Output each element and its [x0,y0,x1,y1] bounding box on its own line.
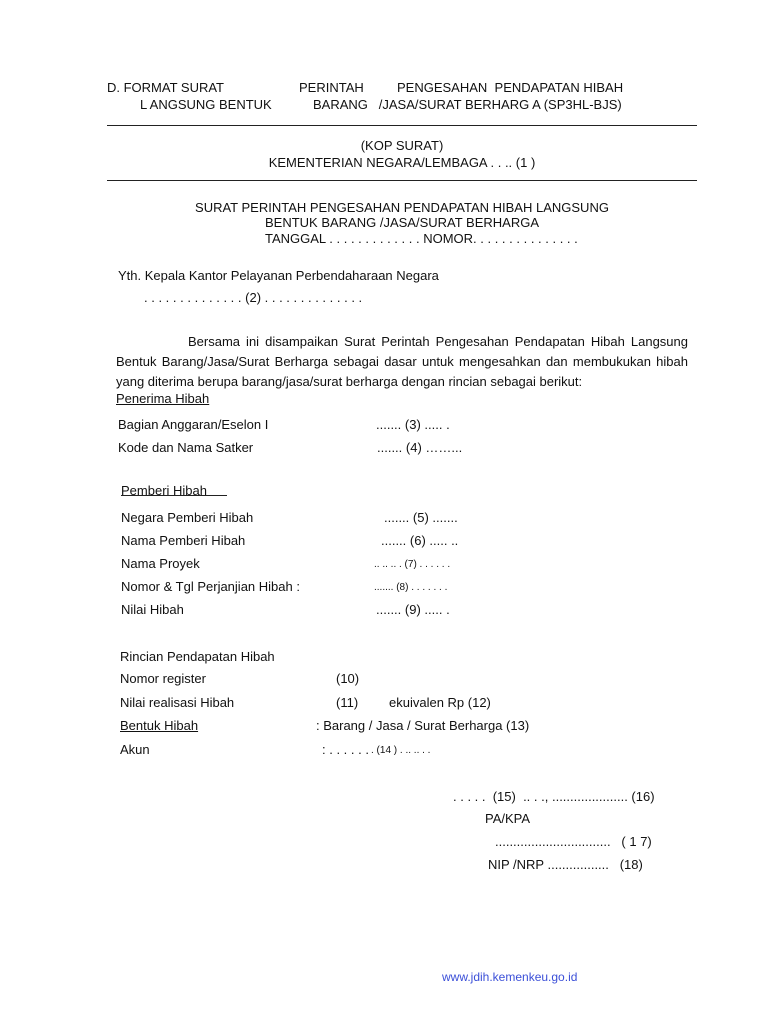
pemberi-value-perjanjian: ....... (8) . . . . . . . [374,582,448,593]
pemberi-label-nama: Nama Pemberi Hibah [121,533,246,548]
rincian-value-ekuivalen: ekuivalen Rp (12) [389,695,491,710]
pemberi-label-proyek: Nama Proyek [121,556,200,571]
rincian-value-akun-a: : . . . . . . [322,742,369,757]
rincian-label-akun: Akun [120,742,150,757]
doc-title-line2: BENTUK BARANG /JASA/SURAT BERHARGA [264,215,540,230]
pemberi-value-negara: ....... (5) ....... [384,510,458,525]
header-line2-a: L ANGSUNG BENTUK [140,97,272,112]
footer-url-link[interactable]: www.jdih.kemenkeu.go.id [442,970,578,984]
rincian-heading: Rincian Pendapatan Hibah [120,649,275,664]
rincian-label-bentuk: Bentuk Hibah [120,718,199,733]
rincian-label-nomor: Nomor register [120,671,206,686]
pemberi-label-negara: Negara Pemberi Hibah [121,510,254,525]
header-line1-a: D. FORMAT SURAT [107,80,224,95]
addressee-line2: . . . . . . . . . . . . . . (2) . . . . . . . . . . . . . . [144,290,363,305]
pemberi-value-nama: ....... (6) ..... .. [381,533,459,548]
rincian-value-akun-b: . (14 ) . .. .. . . [371,745,431,756]
body-paragraph-text: Bersama ini disampaikan Surat Perintah Pengesahan Pendapatan Hibah Langsung Bentuk Barang/Jasa/Surat Berharga sebagai dasar untuk mengesahkan dan membukukan hibah yang diterima berupa barang/jasa/surat berharga dengan rincian sebagai berikut: [116,334,688,389]
signature-name: ................................ ( 1 7) [495,834,652,849]
addressee-line1: Yth. Kepala Kantor Pelayanan Perbendaharaan Negara [118,268,439,283]
penerima-label-bagian-anggaran: Bagian Anggaran/Eselon I [118,417,269,432]
pemberi-value-proyek: .. .. .. . (7) . . . . . . [374,559,451,570]
penerima-heading: Penerima Hibah [116,391,210,406]
penerima-value-kode-satker: ....... (4) ……... [377,440,463,455]
signature-role: PA/KPA [485,811,531,826]
kop-divider [107,180,697,181]
kop-title: (KOP SURAT) [360,138,444,153]
pemberi-heading: Pemberi Hibah [121,483,207,498]
pemberi-label-nilai: Nilai Hibah [121,602,184,617]
rincian-label-nilai: Nilai realisasi Hibah [120,695,235,710]
signature-nip: NIP /NRP ................. (18) [488,857,643,872]
kop-ministry: KEMENTERIAN NEGARA/LEMBAGA . . .. (1 ) [268,155,536,170]
pemberi-label-perjanjian: Nomor & Tgl Perjanjian Hibah : [121,579,300,594]
penerima-value-bagian-anggaran: ....... (3) ..... . [376,417,450,432]
rincian-value-bentuk: : Barang / Jasa / Surat Berharga (13) [316,718,530,733]
body-paragraph [116,332,688,392]
pemberi-heading-underline [121,495,227,496]
header-line1-b: PERINTAH [299,80,364,95]
rincian-value-nilai: (11) [336,695,359,710]
header-line1-c: PENGESAHAN PENDAPATAN HIBAH [397,80,624,95]
doc-date-number: TANGGAL . . . . . . . . . . . . . NOMOR. . . . . . . . . . . . . . . [265,231,578,246]
signature-place-date: . . . . . (15) .. . ., ..................... (16) [453,789,655,804]
header-divider [107,125,697,126]
pemberi-value-nilai: ....... (9) ..... . [376,602,450,617]
doc-title-line1: SURAT PERINTAH PENGESAHAN PENDAPATAN HIBAH LANGSUNG [195,200,609,215]
header-line2-b: BARANG /JASA/SURAT BERHARG A (SP3HL-BJS) [313,97,622,112]
penerima-label-kode-satker: Kode dan Nama Satker [118,440,254,455]
rincian-value-nomor: (10) [336,671,360,686]
